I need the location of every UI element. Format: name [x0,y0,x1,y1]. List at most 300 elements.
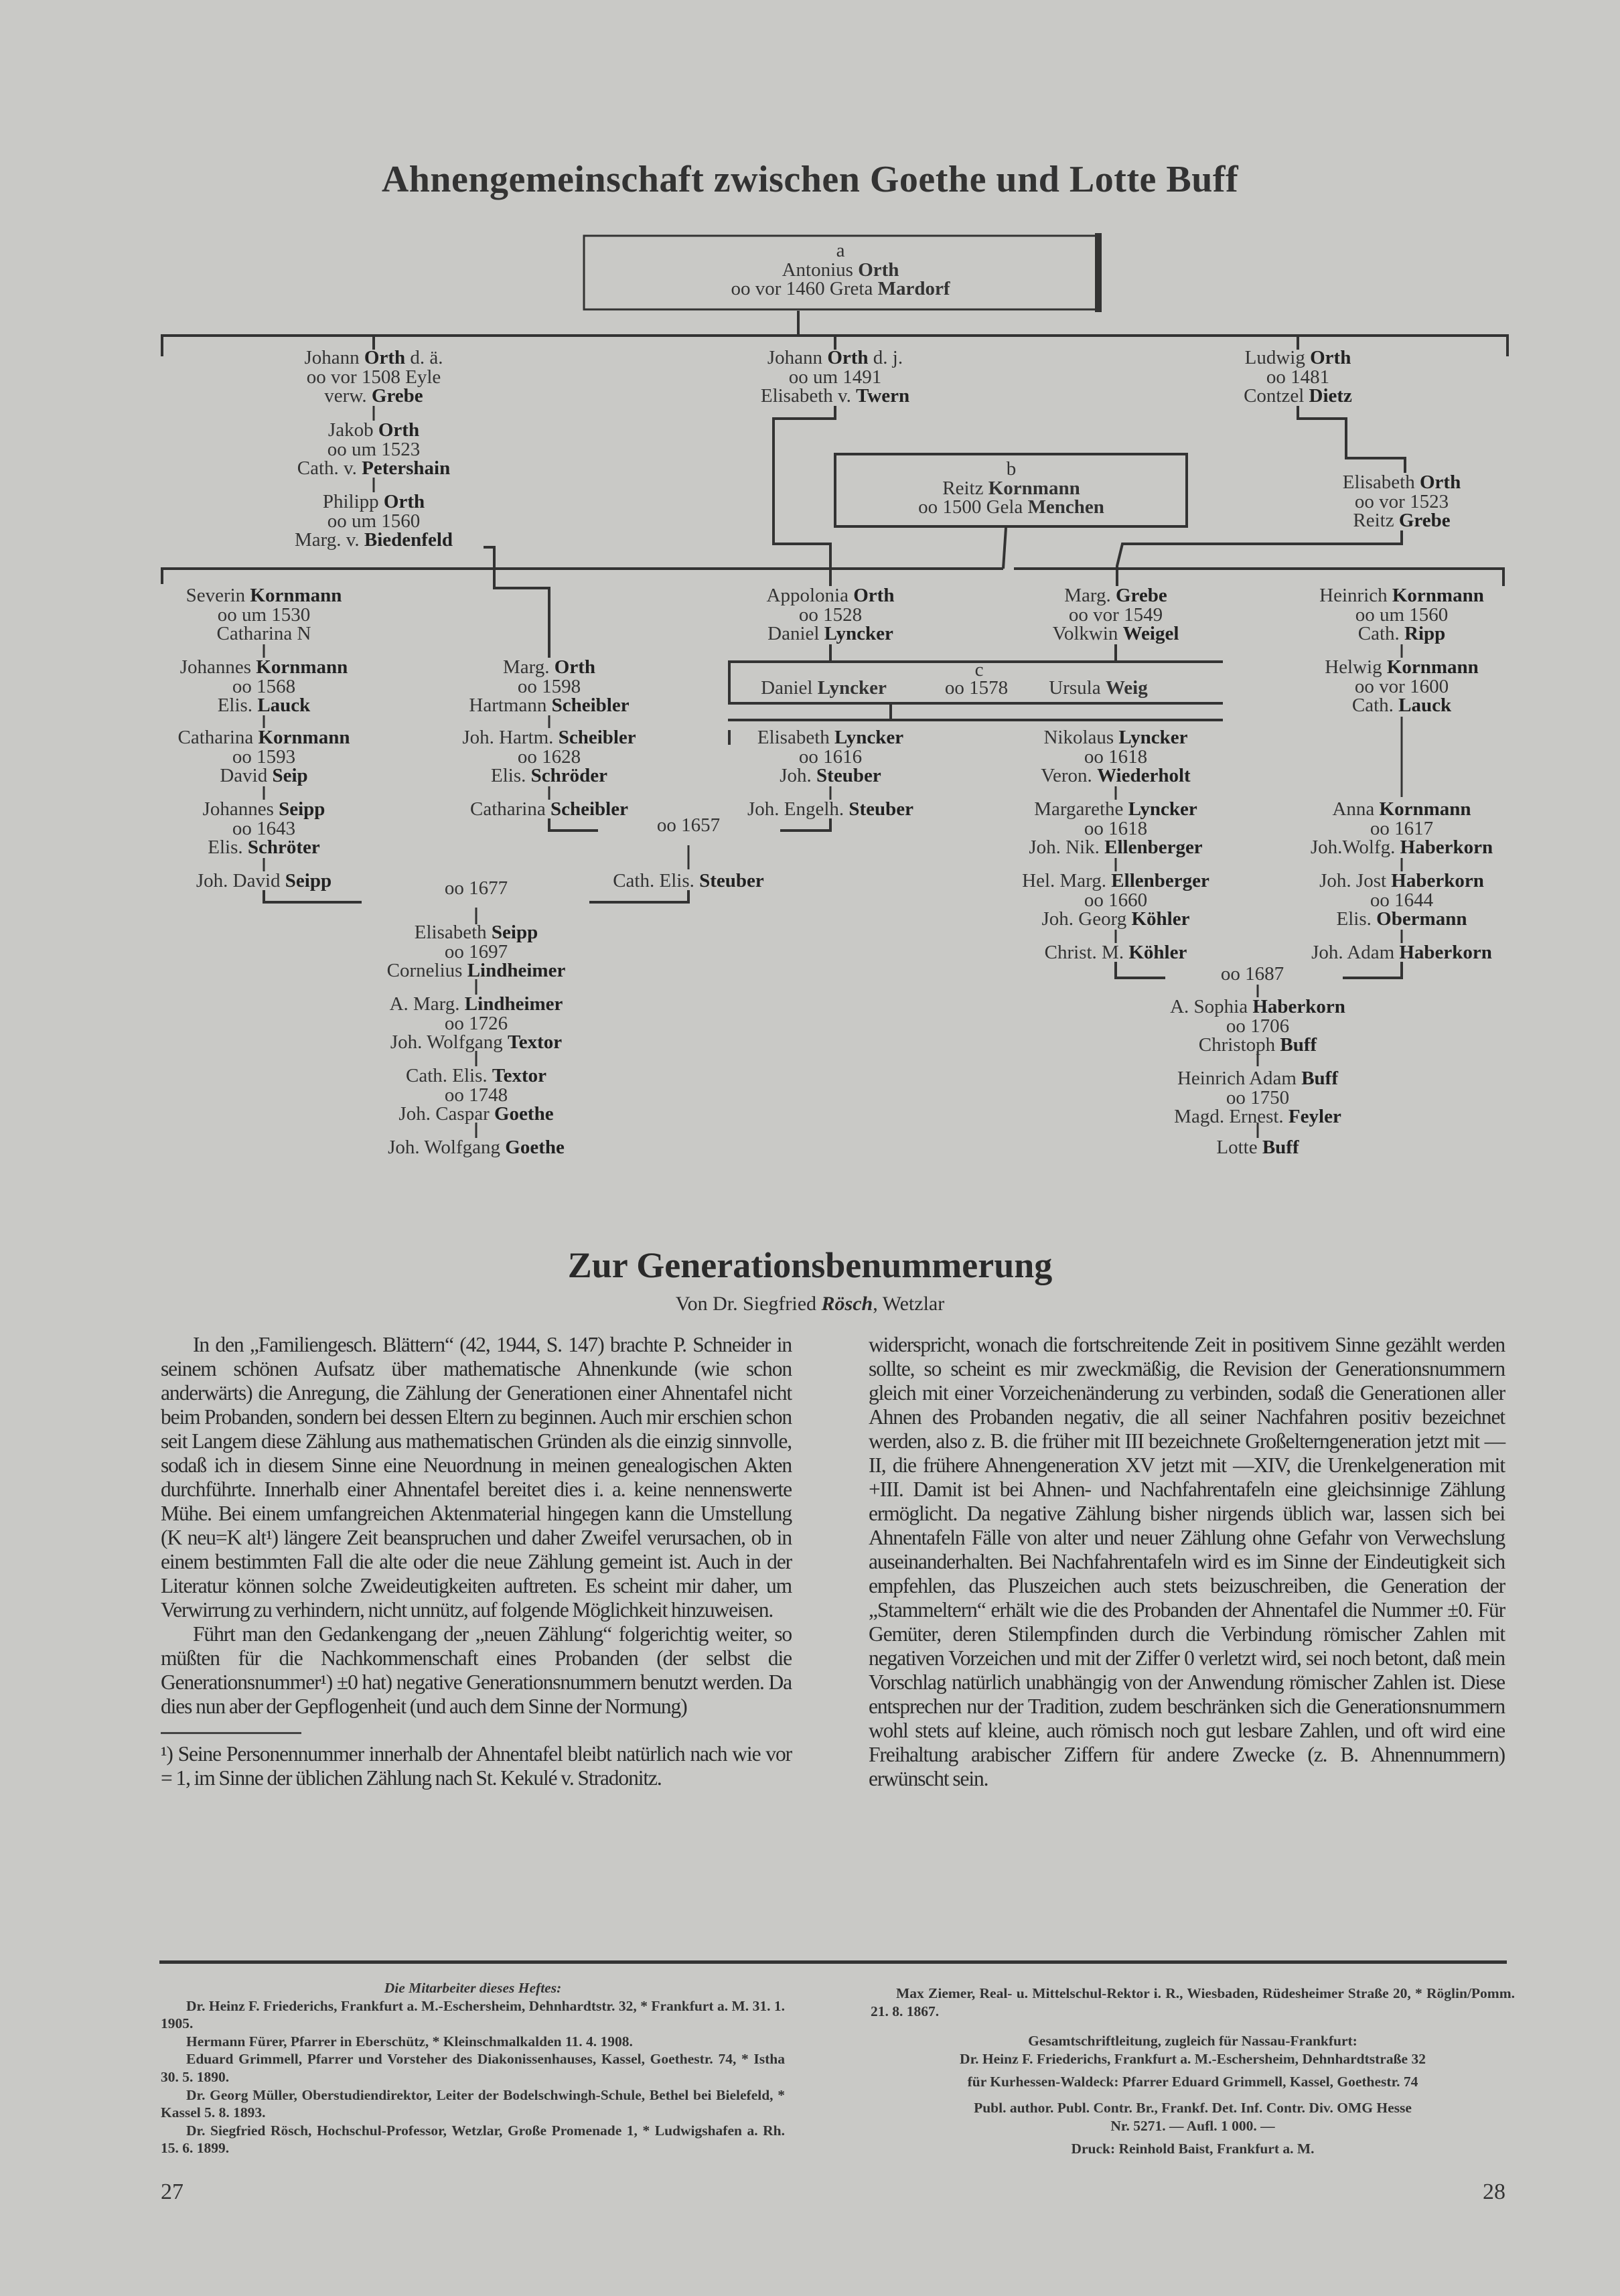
person-a-sophia-haberkorn [1170,997,1345,1055]
marriage-line [1311,819,1493,839]
name-line [469,696,629,715]
contributor: Eduard Grimmell, Pfarrer und Vorsteher des Diakonissenhauses, Kassel, Goethestr. 74, * Istha 30. 5. 1890. [161,2051,785,2085]
surname: Obermann [1376,908,1467,930]
marriage-line [1325,677,1479,697]
surname: Lauck [257,695,311,716]
given-name: Elisabeth [414,922,492,943]
given-name: Joh. Nik. [1029,837,1105,858]
person-philipp-orth [295,492,453,550]
name-suffix: d. j. [868,347,903,368]
name-line [757,766,903,786]
given-name: Joh. [780,765,817,786]
marriage-line [203,819,325,839]
name-line [1022,910,1209,929]
person-elisabeth-orth [1343,473,1461,530]
name-line [1325,658,1479,677]
given-name: oo 1618 [1084,817,1148,839]
given-name: David [220,765,273,786]
person-christ-m-koehler [1045,943,1187,962]
name-line [1244,348,1352,368]
name-line [1325,696,1479,715]
article-column-left [161,1333,792,1790]
footnote-divider [161,1732,301,1734]
name-line [387,923,566,942]
given-name: oo 1643 [232,817,296,839]
surname: Köhler [1131,908,1190,930]
marriage-1677: oo 1677 [444,877,508,899]
byline-prefix: Von Dr. Siegfried [675,1293,822,1315]
surname: Lyncker [1128,798,1197,820]
person-johannes-seipp [203,800,325,857]
paragraph: widerspricht, wonach die fortschreitende Zeit in positivem Sinne gezählt werden sollte, so scheint es mir zweckmäßig, die Revision der Generationsnummern gleich mit einer Vorzeichenänderung zu verbinden, sodaß die Generationen aller Ahnen des Probanden negativ, die all seiner Nachfahren positiv bezeichnet werden, also z. B. die früher mit III bezeichnete Großelterngeneration jetzt mit —II, die frühere Ahnengeneration XV jetzt mit —XIV, die Urenkelgeneration mit +III. Damit ist bei Ahnen- und Nachfahrentafeln eine gleichsinnige Zählung ermöglicht. Da negative Zählung bisher nirgends üblich war, lassen sich bei Ahnentafeln Fälle von alter und neuer Zählung ohne Gefahr von Verwechslung auseinanderhalten. Bei Nachfahrentafeln wird es im Sinne der Eindeutigkeit sich empfehlen, das Pluszeichen auch stets beizuschreiben, die Generation der „Stammeltern“ erhält wie die des Probanden der Ahnentafel die Nummer ±0. Für Gemüter, deren Stilempfinden durch die Verbindung römischer Zahlen mit negativen Vorzeichen und mit der Ziffer 0 verletzt wird, sei noch betont, daß mein Vorschlag natürlich unabhängig von der Anwendung römischer Zahlen ist. Diese entsprechen nur der Tradition, zudem beschränken sich die Generationsnummern wohl stets auf kleine, auch römisch noch gut lesbare Zahlen, und oft wird eine Freihaltung arabischer Ziffern für andere Zwecke (z. B. Ahnennummern) erwünscht sein. [869,1333,1505,1790]
given-name: Marg. [502,656,555,678]
given-name: Christoph [1198,1034,1280,1056]
given-name: Elis. [208,837,248,858]
contributors-list [161,1979,785,2157]
given-name: Cath. v. [297,457,362,479]
surname: Weig [1105,677,1148,699]
regional-editor: für Kurhessen-Waldeck: Pfarrer Eduard Grimmell, Kassel, Goethestr. 74 [967,2074,1418,2090]
marriage-line [761,368,909,387]
given-name: Johannes [202,798,279,820]
given-name: oo vor 1549 [1068,603,1163,626]
given-name: oo 1481 [1266,366,1330,388]
marriage-line [1053,605,1179,625]
byline-author: Rösch [821,1293,873,1315]
person-nikolaus-lyncker [1041,728,1190,786]
person-joh-engelh-steuber [747,800,913,819]
editor-heading: Gesamtschriftleitung, zugleich für Nassau-Frankfurt: [1028,2033,1357,2050]
name-line [613,871,764,891]
person-johann-orth-dj [761,348,909,406]
surname: Buff [1280,1034,1317,1056]
box-a-line [731,279,950,299]
byline-author-wrap [822,1293,873,1315]
surname: Scheibler [550,798,628,820]
marriage-line [304,368,443,387]
box-a-content [731,241,950,299]
surname: Kornmann [256,656,348,678]
surname: Grebe [1398,510,1451,531]
given-name: Cath. Elis. [406,1065,492,1086]
person-joh-jost-haberkorn [1319,871,1484,929]
name-line [1319,586,1484,605]
person-cath-elis-textor [398,1066,553,1124]
surname: Kornmann [1386,656,1479,678]
footnote: ¹) Seine Personennummer innerhalb der Ahnentafel bleibt natürlich nach wie vor = 1, im Sinne der üblichen Zählung nach St. Kekulé v. Stradonitz. [161,1742,792,1790]
marriage-line [1319,605,1484,625]
box-c-right [1049,677,1147,699]
surname: Biedenfeld [364,529,453,551]
given-name: Joh. Jost [1319,870,1392,891]
person-catharina-kornmann [178,728,350,786]
name-line [767,624,895,644]
box-b-content [918,459,1104,517]
surname: Kornmann [1392,585,1484,606]
given-name: Johann [304,347,364,368]
article-byline [0,1293,1620,1315]
marriage-line [297,440,450,459]
surname: Kornmann [250,585,342,606]
name-line [1029,838,1202,857]
given-name: Cath. [1351,695,1399,716]
given-name: Cath. Elis. [613,870,700,891]
name-line [1319,910,1484,929]
name-line [387,961,566,981]
given-name: oo 1644 [1370,889,1434,911]
name-line [767,586,895,605]
given-name: Elis. [491,765,531,786]
surname: Steuber [699,870,764,891]
name-line [196,871,332,891]
surname: Schröder [530,765,607,786]
marriage-line [757,747,903,767]
given-name: Catharina [470,798,550,820]
article-column-right [869,1333,1505,1791]
name-line [295,530,453,550]
person-joh-adam-haberkorn [1311,943,1492,962]
article-title: Zur Generationsbenummerung [567,1245,1053,1285]
footer-divider [159,1960,1507,1964]
given-name: Nikolaus [1043,727,1119,748]
person-elisabeth-lyncker [757,728,903,786]
name-line [761,348,909,368]
person-joh-david-seipp [196,871,332,891]
person-cath-elis-steuber [613,871,764,891]
person-appolonia-orth [767,586,895,644]
given-name: Elisabeth [1342,472,1420,493]
given-name: oo um 1560 [1355,603,1449,626]
given-name: Catharina N [216,623,311,644]
person-joh-wolfgang-goethe [388,1138,565,1157]
surname: Dietz [1309,385,1352,407]
given-name: Severin [186,585,250,606]
given-name: Anna [1332,798,1380,820]
given-name: Johannes [179,656,256,678]
box-a-line [731,261,950,280]
marriage-line [295,512,453,531]
surname: Weigel [1122,623,1179,644]
surname: Buff [1262,1137,1299,1158]
surname: Lindheimer [467,960,566,981]
surname: Ellenberger [1104,837,1203,858]
name-line [304,386,443,406]
surname: Lindheimer [464,993,563,1015]
surname: Haberkorn [1399,942,1492,963]
given-name: oo um 1560 [327,510,421,532]
given-name: oo 1593 [232,745,296,768]
surname: Orth [364,347,406,368]
name-line [203,800,325,819]
given-name: Elisabeth [757,727,835,748]
person-heinrich-kornmann [1319,586,1484,644]
name-line [1170,997,1345,1017]
surname: Lyncker [817,677,887,699]
person-severin-kornmann [186,586,342,644]
person-johann-orth-da [304,348,443,406]
marriage-line [1170,1017,1345,1036]
contributors-heading: Die Mitarbeiter dieses Heftes: [384,1980,562,1996]
marriage-1657: oo 1657 [656,814,721,836]
given-name: Joh.Wolfg. [1310,837,1400,858]
person-ludwig-orth [1244,348,1352,406]
surname: Haberkorn [1391,870,1484,891]
person-heinrich-adam-buff [1174,1069,1341,1127]
name-line [1311,943,1492,962]
marriage-line [1244,368,1352,387]
person-jakob-orth [297,421,450,478]
given-name: Contzel [1244,385,1309,407]
given-name: oo 1568 [232,675,296,697]
marriage-line [1029,819,1202,839]
given-name: Elis. [217,695,258,716]
person-johannes-kornmann [180,658,348,715]
box-b-letter: b [1006,458,1017,480]
surname: Seipp [491,922,538,943]
surname: Textor [492,1065,546,1086]
name-line [1170,1035,1345,1055]
given-name: Hel. Marg. [1022,870,1112,891]
surname: Lauck [1398,695,1452,716]
marriage-line [462,747,636,767]
marriage-line [1319,891,1484,910]
name-suffix: d. ä. [405,347,443,368]
box-c-letter: c [974,659,984,680]
surname: Scheibler [558,727,636,748]
surname: Steuber [816,765,881,786]
person-lotte-buff [1216,1138,1299,1157]
given-name: Helwig [1325,656,1387,678]
given-name: Margarethe [1034,798,1128,820]
publisher-info [871,1985,1515,2158]
surname: Lyncker [1118,727,1188,748]
given-name: oo 1750 [1226,1086,1290,1108]
name-line [1174,1069,1341,1088]
paragraph: Führt man den Gedankengang der „neuen Zählung“ folgerichtig weiter, so müßten für die Nachkommenschaft eines Probanden (der selbst die Generationsnummer¹) ±0 hat) negative Generationsnummern benutzt werden. Da dies nun aber der Gepflogenheit (und auch dem Sinne der Normung) [161,1622,792,1718]
name-line [1311,838,1493,857]
surname: Orth [1419,472,1461,493]
given-name: oo 1617 [1370,817,1434,839]
name-line [390,995,563,1014]
surname: Haberkorn [1252,996,1345,1017]
surname: Textor [508,1031,563,1053]
given-name: Cath. [1357,623,1405,644]
given-name: Johann [767,347,828,368]
person-a-marg-lindheimer [390,995,563,1052]
page-number-left: 27 [161,2179,183,2204]
name-line [1041,766,1190,786]
surname: Seip [272,765,308,786]
given-name: oo 1528 [798,603,863,626]
box-c-left [761,677,887,699]
byline-suffix: , Wetzlar [873,1293,945,1315]
paragraph: In den „Familiengesch. Blättern“ (42, 1944, S. 147) brachte P. Schneider in seinem schönen Aufsatz über mathematische Ahnenkunde (wie schon anderwärts) die Anregung, die Zählung der Generationen einer Ahnentafel nicht beim Probanden, sondern bei dessen Eltern zu beginnen. Auch mir erschien schon seit Langem diese Zählung aus mathematischen Gründen als die einzig sinnvolle, sodaß ich in diesem Sinne eine Neuordnung in meinen genealogischen Akten durchführte. Innerhalb einer Ahnentafel bereitet dies i. a. keine nennenswerte Mühe. Bei einem umfangreichen Aktenmaterial hingegen kann die Umstellung (K neu=K alt¹) längere Zeit beanspruchen und daher Zweifel verursachen, ob in einem bestimmten Fall die alte oder die neue Zählung gemeint ist. Auch in der Literatur können solche Zweideutigkeiten auftreten. Es scheint mir daher, um Verwirrung zu verhindern, nicht unnütz, auf folgende Möglichkeit hinzuweisen. [161,1333,792,1622]
given-name: oo 1628 [517,745,581,768]
given-name: Reitz [942,477,988,499]
marriage-line [1174,1088,1341,1108]
surname: Kornmann [988,477,1080,499]
person-hel-marg-ellenberger [1022,871,1209,929]
marriage-line [398,1086,553,1105]
given-name: Appolonia [766,585,854,606]
name-line [178,728,350,747]
name-line [1022,871,1209,891]
surname: Kornmann [258,727,350,748]
given-name: Joh. Adam [1311,942,1400,963]
person-joh-hartm-scheibler [462,728,636,786]
surname: Orth [554,656,595,678]
given-name: Ludwig [1244,347,1311,368]
surname: Goethe [505,1137,565,1158]
name-line [462,766,636,786]
given-name: oo vor 1600 [1354,675,1449,697]
surname: Grebe [371,385,423,407]
contributor: Dr. Heinz F. Friederichs, Frankfurt a. M.-Eschersheim, Dehnhardtstr. 32, * Frankfurt a. M. 31. 1. 1905. [161,1997,785,2032]
name-line [462,728,636,747]
name-line [297,421,450,440]
name-line [1045,943,1187,962]
surname: Steuber [849,798,914,820]
surname: Goethe [494,1103,554,1125]
name-line [388,1138,565,1157]
contributor: Dr. Georg Müller, Oberstudiendirektor, Leiter der Bodelschwingh-Schule, Bethel bei Bielefeld, * Kassel 5. 8. 1893. [161,2086,785,2121]
surname: Seipp [285,870,332,891]
given-name: A. Marg. [389,993,465,1015]
given-name: oo um 1523 [327,438,421,460]
marriage-line [1343,492,1461,512]
marriage: oo vor 1460 Greta [731,278,878,299]
name-line [186,624,342,644]
given-name: verw. [324,385,372,407]
marriage-line [180,677,348,697]
name-line [1053,624,1179,644]
given-name: Philipp [322,491,384,512]
page-number-right: 28 [1483,2179,1505,2204]
surname: Buff [1301,1068,1339,1089]
person-helwig-kornmann [1325,658,1479,715]
given-name: oo 1748 [444,1084,508,1106]
surname: Twern [856,385,910,407]
person-elisabeth-seipp [387,923,566,981]
given-name: Joh. Wolfgang [390,1031,508,1053]
given-name: oo 1660 [1084,889,1148,911]
given-name: Ursula [1049,677,1106,699]
print-run: Nr. 5271. — Aufl. 1 000. — [1110,2117,1275,2134]
surname: Lyncker [824,623,893,644]
surname: Orth [827,347,869,368]
name-line [203,838,325,857]
surname: Haberkorn [1400,837,1493,858]
given-name: Antonius [782,259,859,281]
name-line [398,1104,553,1124]
name-line [398,1066,553,1086]
given-name: Elisabeth v. [760,385,857,407]
person-marg-orth [469,658,629,715]
given-name: A. Sophia [1170,996,1253,1017]
name-line [1319,871,1484,891]
given-name: oo vor 1508 Eyle [306,366,441,388]
name-line [1053,586,1179,605]
surname: Wiederholt [1097,765,1191,786]
publication-license: Publ. author. Publ. Contr. Br., Frankf. Det. Inf. Contr. Div. OMG Hesse [974,2099,1412,2116]
contributor: Hermann Fürer, Pfarrer in Eberschütz, * Kleinschmalkalden 11. 4. 1908. [186,2033,633,2050]
surname: Mardorf [877,278,950,299]
given-name: Jakob [327,419,378,441]
marriage-line [178,747,350,767]
given-name: Joh. Georg [1041,908,1132,930]
person-anna-kornmann [1311,800,1493,857]
given-name: Joh. Engelh. [747,798,849,820]
person-marg-grebe [1053,586,1179,644]
given-name: Marg. v. [294,529,364,551]
marriage-line [1041,747,1190,767]
name-line [757,728,903,747]
name-line [1174,1107,1341,1127]
name-line [186,586,342,605]
name-line [178,766,350,786]
surname: Orth [383,491,425,512]
given-name: Daniel [767,623,824,644]
name-line [1029,800,1202,819]
name-line [304,348,443,368]
given-name: Lotte [1216,1137,1262,1158]
name-line [1343,511,1461,530]
given-name: Daniel [761,677,818,699]
marriage-line [469,677,629,697]
name-line [761,386,909,406]
surname: Petershain [362,457,451,479]
given-name: oo 1618 [1084,745,1148,768]
given-name: oo 1616 [798,745,863,768]
name-line [470,800,628,819]
given-name: oo 1598 [517,675,581,697]
surname: Schröter [247,837,320,858]
surname: Feyler [1288,1106,1341,1127]
given-name: oo 1697 [444,940,508,962]
given-name: Heinrich Adam [1177,1068,1302,1089]
surname: Orth [1310,347,1351,368]
name-line [1311,800,1493,819]
surname: Lyncker [834,727,904,748]
given-name: Joh. Hartm. [462,727,559,748]
given-name: Magd. Ernest. [1174,1106,1288,1127]
given-name: oo um 1491 [788,366,882,388]
given-name: oo vor 1523 [1354,490,1449,512]
given-name: Marg. [1064,585,1116,606]
surname: Orth [853,585,895,606]
name-line [747,800,913,819]
given-name: Catharina [177,727,259,748]
marriage-1687: oo 1687 [1220,963,1284,985]
box-b-line [918,498,1104,517]
given-name: oo 1706 [1226,1015,1290,1037]
name-line [180,658,348,677]
marriage: oo 1500 Gela [918,496,1028,518]
name-line [1319,624,1484,644]
given-name: Reitz [1353,510,1399,531]
marriage-line [767,605,895,625]
given-name: Joh. Wolfgang [388,1137,506,1158]
given-name: Elis. [1336,908,1377,930]
surname: Seipp [279,798,325,820]
box-b-line [918,479,1104,498]
given-name: Hartmann [469,695,552,716]
marriage-line [390,1014,563,1033]
surname: Grebe [1116,585,1167,606]
given-name: Volkwin [1052,623,1123,644]
name-line [1343,473,1461,492]
box-a-letter: a [836,240,845,261]
